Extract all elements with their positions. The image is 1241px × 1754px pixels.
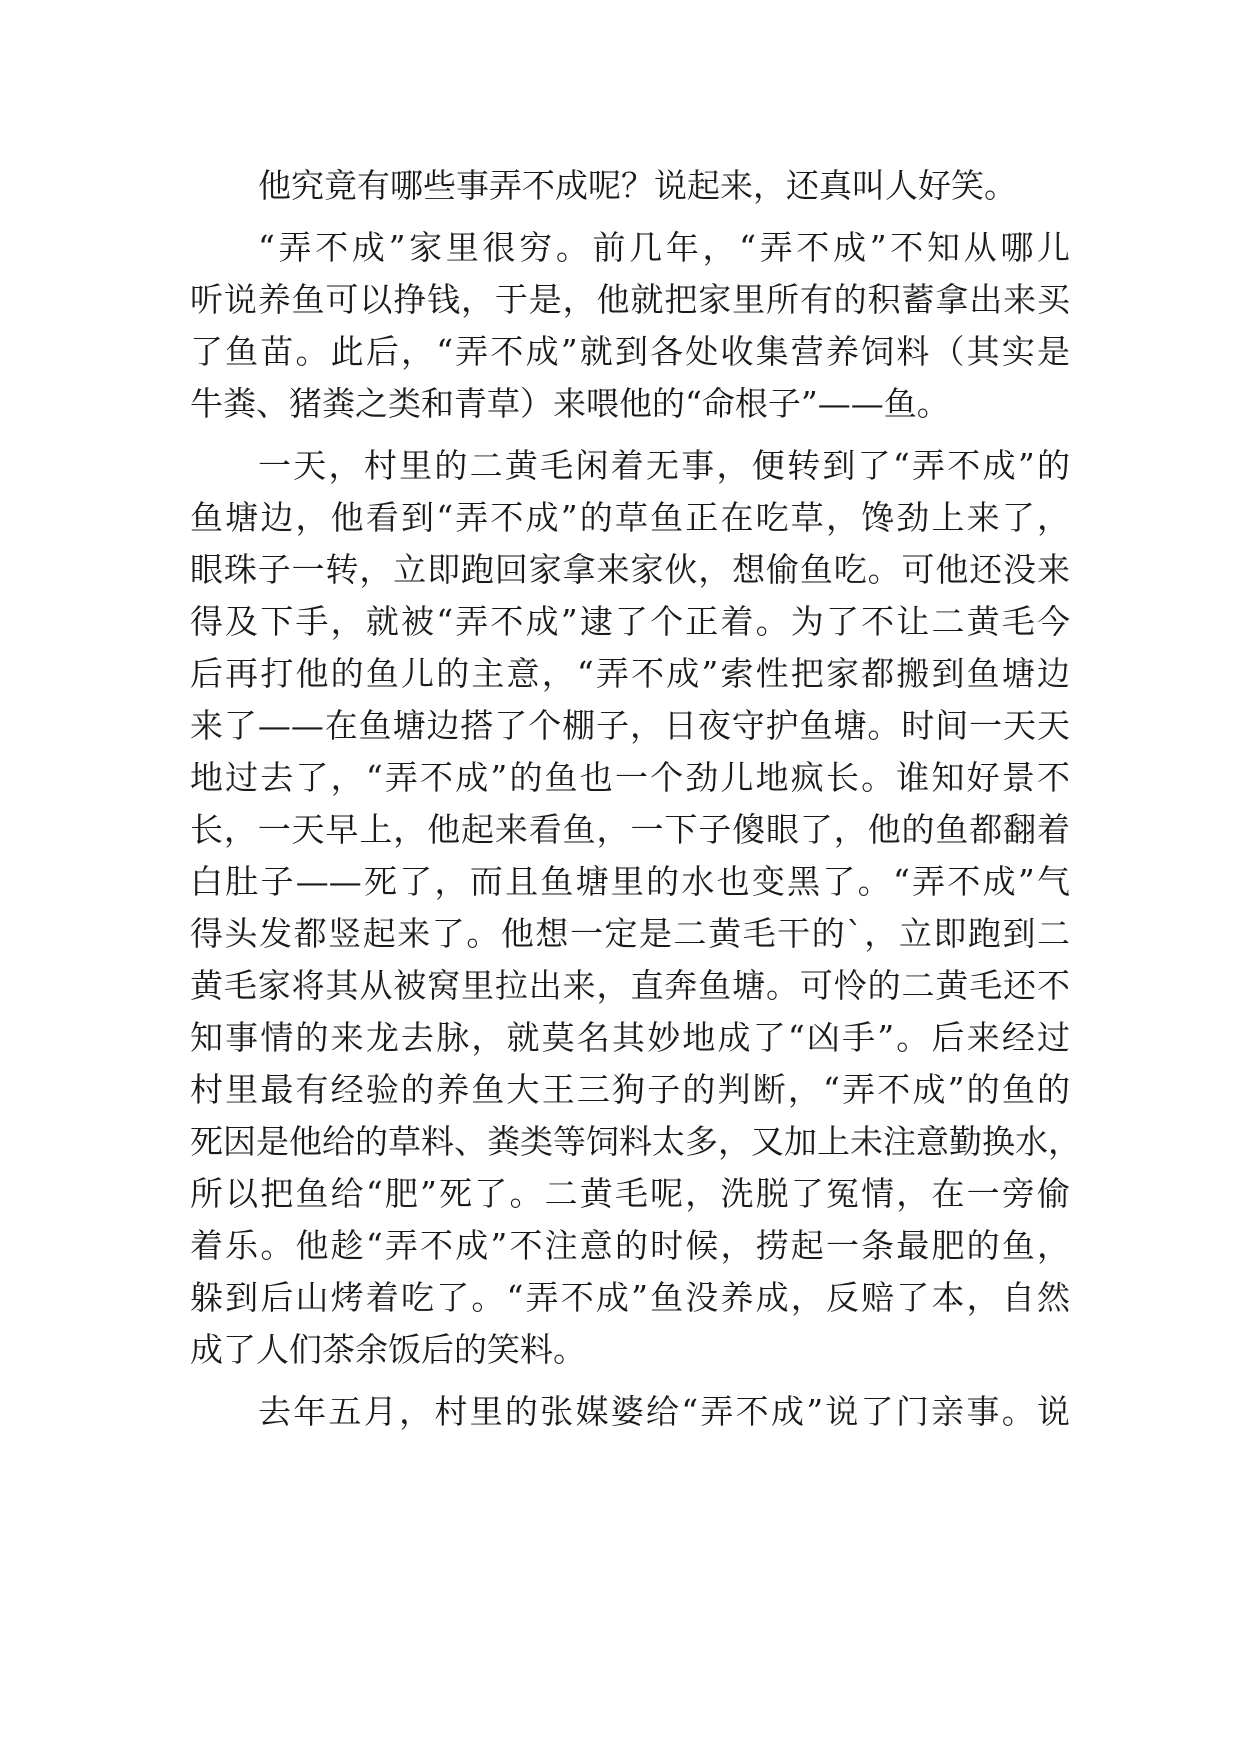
text-line: 一天，村里的二黄毛闲着无事，便转到了“弄不成”的 <box>258 446 1070 485</box>
text-line: 眼珠子一转，立即跑回家拿来家伙，想偷鱼吃。可他还没来 <box>190 550 1070 589</box>
text-line: 成了人们茶余饭后的笑料。 <box>190 1330 586 1369</box>
text-line: 牛粪、猪粪之类和青草）来喂他的“命根子”——鱼。 <box>190 384 950 423</box>
text-line: 后再打他的鱼儿的主意，“弄不成”索性把家都搬到鱼塘边 <box>190 654 1070 693</box>
text-line: 得及下手，就被“弄不成”逮了个正着。为了不让二黄毛今 <box>190 602 1070 641</box>
body-text <box>190 160 1081 1438</box>
text-line: 去年五月，村里的张媒婆给“弄不成”说了门亲事。说 <box>258 1392 1070 1431</box>
text-line: 黄毛家将其从被窝里拉出来，直奔鱼塘。可怜的二黄毛还不 <box>190 966 1070 1005</box>
text-line: 村里最有经验的养鱼大王三狗子的判断，“弄不成”的鱼的 <box>190 1070 1070 1109</box>
text-line: 着乐。他趁“弄不成”不注意的时候，捞起一条最肥的鱼， <box>190 1226 1070 1265</box>
text-line: 知事情的来龙去脉，就莫名其妙地成了“凶手”。后来经过 <box>190 1018 1070 1057</box>
text-line: 听说养鱼可以挣钱，于是，他就把家里所有的积蓄拿出来买 <box>190 280 1070 319</box>
text-line: “弄不成”家里很穷。前几年，“弄不成”不知从哪儿 <box>258 228 1070 267</box>
text-line: 死因是他给的草料、粪类等饲料太多，又加上未注意勤换水， <box>190 1122 1081 1161</box>
text-line: 了鱼苗。此后，“弄不成”就到各处收集营养饲料（其实是 <box>190 332 1070 371</box>
text-line: 得头发都竖起来了。他想一定是二黄毛干的`，立即跑到二 <box>190 914 1070 953</box>
text-line: 他究竟有哪些事弄不成呢？说起来，还真叫人好笑。 <box>258 166 1017 205</box>
text-line: 躲到后山烤着吃了。“弄不成”鱼没养成，反赔了本，自然 <box>190 1278 1070 1317</box>
text-line: 所以把鱼给“肥”死了。二黄毛呢，洗脱了冤情，在一旁偷 <box>190 1174 1070 1213</box>
text-line: 白肚子——死了，而且鱼塘里的水也变黑了。“弄不成”气 <box>190 862 1070 901</box>
text-line: 鱼塘边，他看到“弄不成”的草鱼正在吃草，馋劲上来了， <box>190 498 1070 537</box>
text-line: 来了——在鱼塘边搭了个棚子，日夜守护鱼塘。时间一天天 <box>190 706 1070 745</box>
text-line: 长，一天早上，他起来看鱼，一下子傻眼了，他的鱼都翻着 <box>190 810 1070 849</box>
text-line: 地过去了，“弄不成”的鱼也一个劲儿地疯长。谁知好景不 <box>190 758 1070 797</box>
